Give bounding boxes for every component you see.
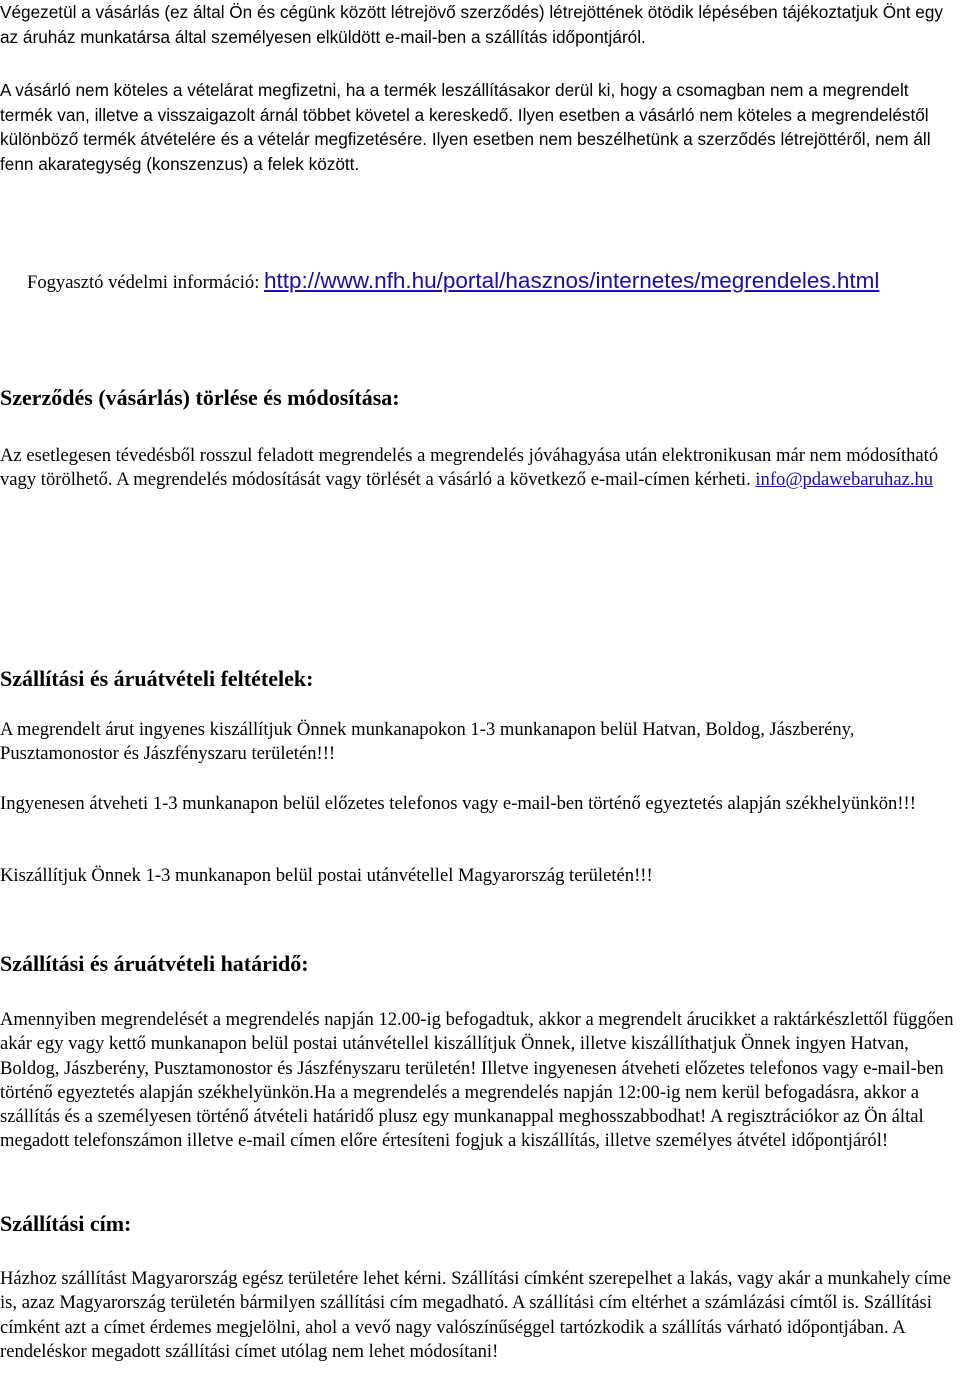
conditions-paragraph-pickup: Ingyenesen átveheti 1-3 munkanapon belül előzetes telefonos vagy e-mail-ben történő egyeztetés alapján székhelyünkön!!! <box>0 793 916 814</box>
consumer-info-line <box>27 266 957 299</box>
cancel-paragraph <box>0 444 958 493</box>
cancel-text: Az esetlegesen tévedésből rosszul feladott megrendelés a megrendelés jóváhagyása után elektronikusan már nem módosítható vagy törölhető. A megrendelés módosítását vagy törlését a vásárló a következő e-mail-címen kérheti. <box>0 445 939 491</box>
consumer-info-link[interactable]: http://www.nfh.hu/portal/hasznos/internetes/megrendeles.html <box>264 268 880 293</box>
heading-delivery-deadline: Szállítási és áruátvételi határidő: <box>0 951 309 976</box>
conditions-paragraph-postal: Kiszállítjuk Önnek 1-3 munkanapon belül postai utánvétellel Magyarország területén!!! <box>0 865 653 886</box>
contact-email-link[interactable]: info@pdawebaruhaz.hu <box>755 469 934 491</box>
intro-paragraph-buyer-rights: A vásárló nem köteles a vételárat megfizetni, ha a termék leszállításakor derül ki, hogy a csomagban nem a megrendelt termék van, illetve a visszaigazolt árnál többet követel a kereskedő. Ilyen esetben a vásárló nem köteles a megrendeléstől különböző termék átvételére és a vételár megfizetésére. Ilyen esetben nem beszélhetünk a szerződés létrejöttéről, nem áll fenn akarategység (konszenzus) a felek között. <box>0 80 931 174</box>
heading-delivery-address: Szállítási cím: <box>0 1211 132 1236</box>
deadline-paragraph: Amennyiben megrendelését a megrendelés napján 12.00-ig befogadtuk, akkor a megrendelt árucikket a raktárkészlettől függően akár egy vagy kettő munkanapon belül postai utánvétellel kiszállítjuk Önnek, illetve kiszállíthatjuk Önnek ingyen Hatvan, Boldog, Jászberény, Pusztamonostor és Jászfényszaru területén! Illetve ingyenesen átveheti előzetes telefonos vagy e-mail-ben történő egyeztetés alapján székhelyünkön.Ha a megrendelés a megrendelés napján 12:00-ig nem kerül befogadásra, akkor a szállítás és a személyesen történő átvételi határidő plusz egy munkanappal meghosszabbodhat! A regisztrációkor az Ön által megadott telefonszámon illetve e-mail címen előre értesíteni fogjuk a kiszállítás, illetve személyes átvétel időpontjáról! <box>0 1009 954 1152</box>
heading-delivery-conditions: Szállítási és áruátvételi feltételek: <box>0 666 314 691</box>
heading-cancel-modify: Szerződés (vásárlás) törlése és módosítása: <box>0 385 400 410</box>
consumer-info-label: Fogyasztó védelmi információ: <box>27 272 265 293</box>
address-paragraph: Házhoz szállítást Magyarország egész területére lehet kérni. Szállítási címként szerepelhet a lakás, vagy akár a munkahely címe is, azaz Magyarország területén bármilyen szállítási cím megadható. A szállítási cím eltérhet a számlázási címtől is. Szállítási címként azt a címet érdemes megjelölni, ahol a vevő nagy valószínűséggel tartózkodik a szállítás várható időpontjában. A rendeléskor megadott szállítási címet utólag nem lehet módosítani! <box>0 1268 951 1362</box>
conditions-paragraph-free-delivery: A megrendelt árut ingyenes kiszállítjuk Önnek munkanapokon 1-3 munkanapon belül Hatvan, Boldog, Jászberény, Pusztamonostor és Jászfényszaru területén!!! <box>0 719 855 765</box>
intro-paragraph-delivery-notice: Végezetül a vásárlás (ez által Ön és cégünk között létrejövő szerződés) létrejöttének ötödik lépésében tájékoztatjuk Önt egy az áruház munkatársa által személyesen elküldött e-mail-ben a szállítás időpontjáról. <box>0 2 943 47</box>
